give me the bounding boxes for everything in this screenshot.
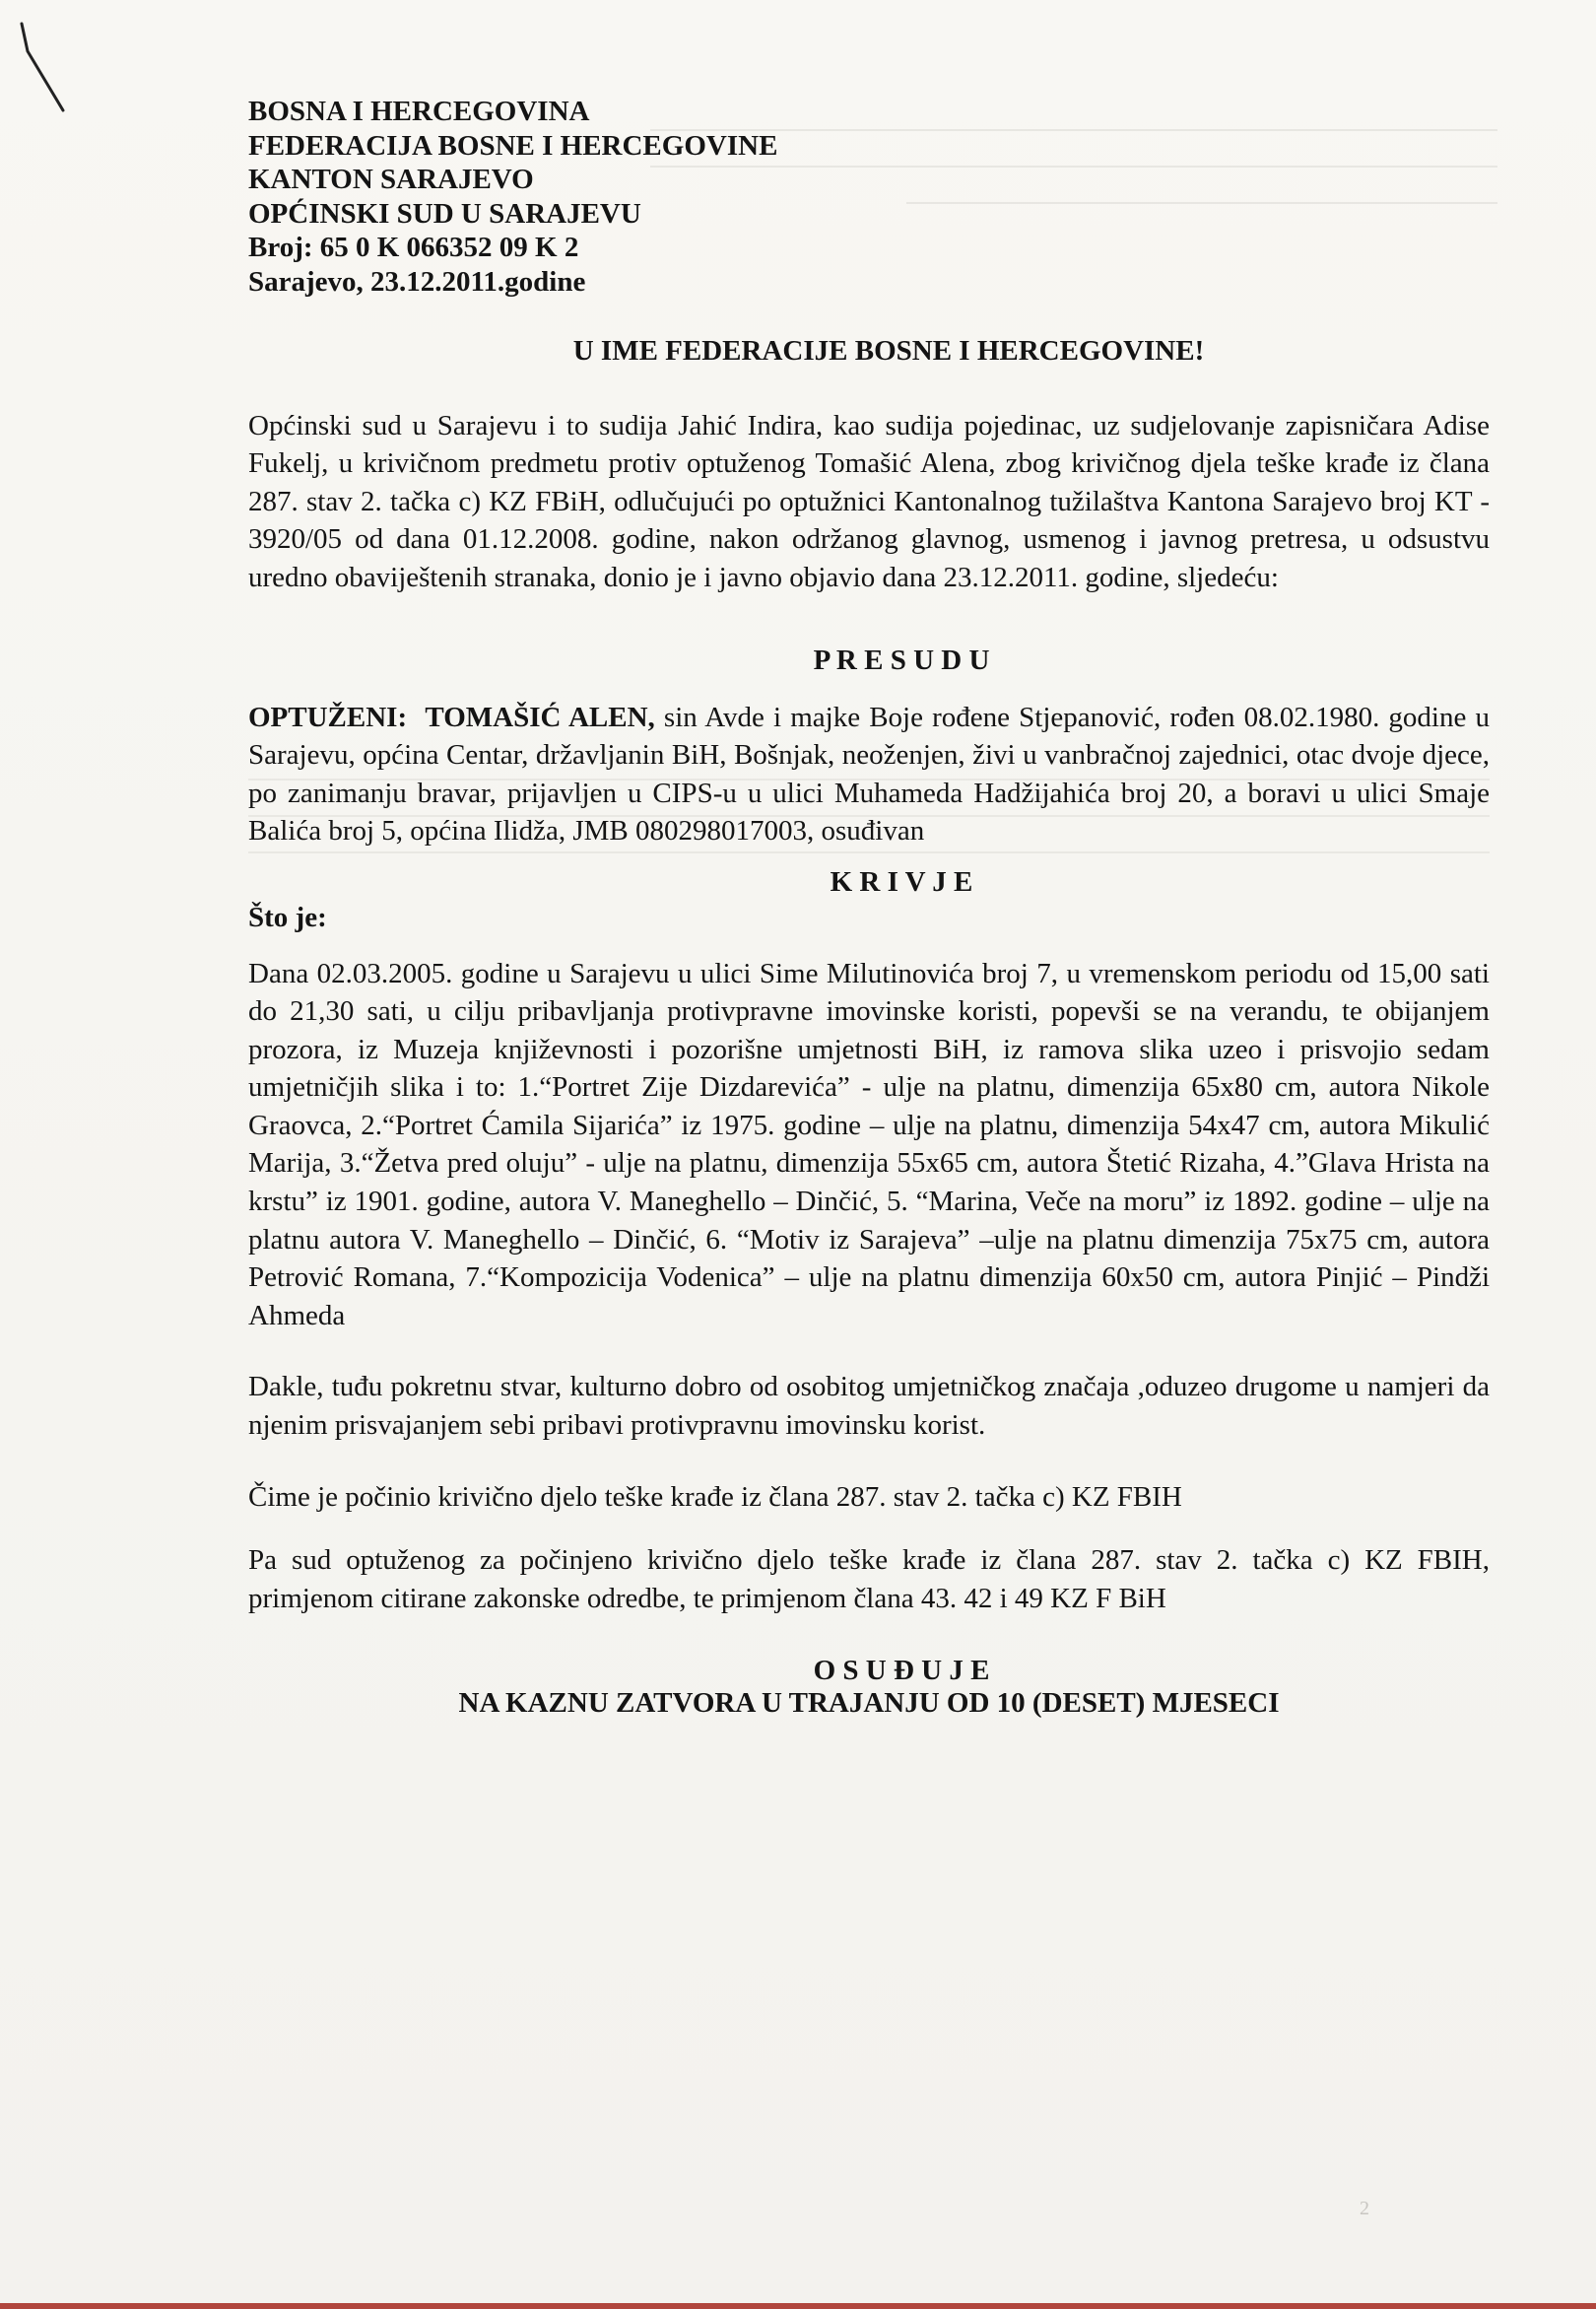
facts-paragraph: Dana 02.03.2005. godine u Sarajevu u ulici Sime Milutinovića broj 7, u vremenskom periodu od 15,00 sati do 21,30 sati, u cilju pribavljanja protivpravne imovinske koristi, popevši se na verandu, te obijanjem prozora, iz Muzeja književnosti i pozorišne umjetnosti BiH, iz ramova slika uzeo i prisvojio sedam umjetničjih slika i to: 1.“Portret Zije Dizdarevića” - ulje na platnu, dimenzija 65x80 cm, autora Nikole Graovca, 2.“Portret Ćamila Sijarića” iz 1975. godine – ulje na platnu, dimenzija 54x47 cm, autora Mikulić Marija, 3.“Žetva pred oluju” - ulje na platnu, dimenzija 55x65 cm, autora Štetić Rizaha, 4.”Glava Hrista na krstu” iz 1901. godine, autora V. Maneghello – Dinčić, 5. “Marina, Veče na moru” iz 1892. godine – ulje na platnu autora V. Maneghello – Dinčić, 6. “Motiv iz Sarajeva” –ulje na platnu dimenzija 75x75 cm, autora Petrović Romana, 7.“Kompozicija Vodenica” – ulje na platnu dimenzija 60x50 cm, autora Pinjić – Pindži Ahmeda bbox=[248, 957, 1490, 1331]
page-number: 2 bbox=[1360, 2198, 1369, 2219]
that-label: Što je: bbox=[248, 901, 327, 933]
document-body bbox=[248, 95, 1490, 1720]
accused-details: sin Avde i majke Boje rođene Stjepanović, rođen 08.02.1980. godine u Sarajevu, općina Centar, državljanin BiH, Bošnjak, neoženjen, živi u vanbračnoj zajednici, otac dvoje djece, po zanimanju bravar, prijavljen u CIPS-u u ulici Muhameda Hadžijahića broj 20, a boravi u ulici Smaje Balića broj 5, općina Ilidža, JMB 080298017003, osuđivan bbox=[248, 701, 1490, 848]
summary-paragraph: Dakle, tuđu pokretnu stvar, kulturno dobro od osobitog umjetničkog značaja ,oduzeo drugome u namjeri da njenim prisvajanjem sebi pribavi protivpravnu imovinsku korist. bbox=[248, 1371, 1490, 1442]
crime-paragraph: Čime je počinio krivično djelo teške krađe iz člana 287. stav 2. tačka c) KZ FBIH bbox=[248, 1480, 1182, 1513]
accused-label: OPTUŽENI: bbox=[248, 701, 408, 733]
verdict-title: P R E S U D U bbox=[813, 644, 990, 676]
bottom-edge bbox=[0, 2303, 1596, 2309]
header-case-number: Broj: 65 0 K 066352 09 K 2 bbox=[248, 232, 579, 264]
header-federation: FEDERACIJA BOSNE I HERCEGOVINE bbox=[248, 129, 778, 162]
guilty-title: K R I V J E bbox=[830, 865, 973, 898]
sentence-line: NA KAZNU ZATVORA U TRAJANJU OD 10 (DESET) MJESECI bbox=[458, 1687, 1280, 1720]
header-court: OPĆINSKI SUD U SARAJEVU bbox=[248, 197, 641, 230]
header-country: BOSNA I HERCEGOVINA bbox=[248, 96, 590, 127]
header-canton: KANTON SARAJEVO bbox=[248, 164, 534, 196]
court-header bbox=[248, 95, 1490, 300]
sentence-title: O S U Đ U J E bbox=[813, 1655, 990, 1687]
accused-name: TOMAŠIĆ ALEN, bbox=[425, 701, 655, 733]
applied-law-paragraph: Pa sud optuženog za počinjeno krivično djelo teške krađe iz člana 287. stav 2. tačka c) KZ FBIH, primjenom citirane zakonske odredbe, te primjenom člana 43. 42 i 49 KZ F BiH bbox=[248, 1544, 1490, 1614]
invocation-heading: U IME FEDERACIJE BOSNE I HERCEGOVINE! bbox=[572, 334, 1205, 367]
intro-paragraph: Općinski sud u Sarajevu i to sudija Jahić Indira, kao sudija pojedinac, uz sudjelovanje zapisničara Adise Fukelj, u krivičnom predmetu protiv optuženog Tomašić Alena, zbog krivičnog djela teške krađe iz člana 287. stav 2. tačka c) KZ FBiH, odlučujući po optužnici Kantonalnog tužilaštva Kantona Sarajevo broj KT - 3920/05 od dana 01.12.2008. godine, nakon održanog glavnog, usmenog i javnog pretresa, u odsustvu uredno obaviještenih stranaka, donio je i javno objavio dana 23.12.2011. godine, sljedeću: bbox=[248, 409, 1490, 593]
accused-paragraph bbox=[248, 699, 1490, 850]
header-date: Sarajevo, 23.12.2011.godine bbox=[248, 265, 586, 298]
pen-stroke-mark bbox=[14, 18, 73, 116]
